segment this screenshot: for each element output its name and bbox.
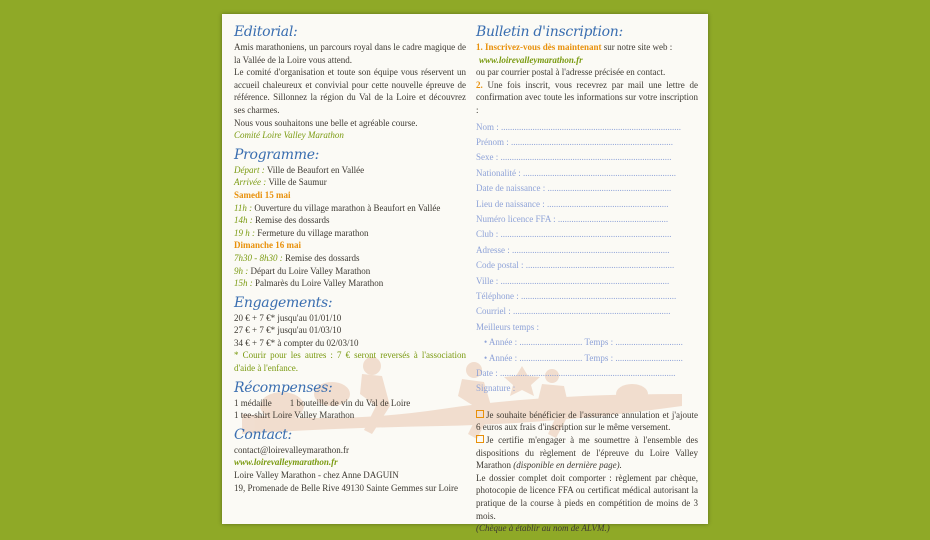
form-field-code-postal[interactable] [476, 258, 698, 273]
field-dots: ............................................................................ [500, 152, 672, 163]
bulletin-step-1 [476, 41, 698, 54]
field-dots: ...................................................... [546, 198, 669, 209]
reward-item: 1 tee-shirt Loire Valley Marathon [234, 410, 355, 421]
form-field-date[interactable] [476, 366, 698, 381]
field-dots: .................................................................. [525, 260, 675, 271]
schedule-item [234, 214, 466, 227]
field-label: Adresse : [476, 244, 510, 255]
insurance-checkbox-row [476, 409, 698, 434]
depart-value: Ville de Beaufort en Vallée [266, 164, 365, 175]
field-label: Ville : [476, 275, 499, 286]
form-field-club[interactable] [476, 227, 698, 242]
field-dots: ........................................................................ [511, 136, 673, 147]
engagements-section [234, 295, 466, 375]
field-label: Club : [476, 229, 499, 240]
recompenses-heading: Récompenses: [234, 379, 333, 396]
bulletin-postal: ou par courrier postal à l'adresse précisée en contact. [476, 67, 666, 78]
best-time-row[interactable] [476, 351, 698, 366]
year-label: • Année : [484, 352, 518, 363]
rules-checkbox-row [476, 434, 698, 472]
schedule-item [234, 277, 466, 290]
field-dots: ........................................................................... [500, 275, 670, 286]
programme-heading: Programme: [234, 146, 320, 163]
editorial-paragraph-1: Amis marathoniens, un parcours royal dans le cadre magique de la Vallée de la Loire vous attend. [234, 42, 466, 65]
schedule-text: Remise des dossards [255, 215, 330, 226]
recompenses-section [234, 380, 466, 422]
field-label: Date : [476, 368, 498, 379]
programme-arrivee [234, 176, 466, 189]
price-line: 20 € + 7 €* jusqu'au 01/01/10 [234, 312, 342, 323]
arrivee-value: Ville de Saumur [268, 177, 327, 188]
checkboxes [476, 409, 698, 535]
right-column [476, 24, 698, 535]
insurance-checkbox-label: Je souhaite bénéficier de l'assurance annulation et j'ajoute 6 euros aux frais d'inscription sur le même versement. [476, 409, 698, 433]
programme-section [234, 147, 466, 290]
form-field-lieu-naissance[interactable] [476, 197, 698, 212]
schedule-item [234, 227, 466, 240]
dossier-text: Le dossier complet doit comporter : règlement par chèque, photocopie de licence FFA ou certificat médical autorisant la pratique de la course à pieds en compétition de moins de 3 mois. [476, 472, 698, 521]
schedule-time: 11h : [234, 202, 253, 213]
rules-checkbox-note: (disponible en dernière page). [513, 460, 622, 471]
field-label: Téléphone : [476, 291, 519, 302]
field-dots: ...................................................................... [513, 306, 671, 317]
form-field-sexe[interactable] [476, 150, 698, 165]
year-dots: ............................ [519, 352, 583, 363]
bulletin-step-2 [476, 79, 698, 117]
schedule-item [234, 202, 466, 215]
schedule-time: 9h : [234, 265, 249, 276]
bulletin-website [476, 54, 698, 67]
reward-item: 1 médaille [234, 397, 272, 408]
contact-address-2: 19, Promenade de Belle Rive 49130 Sainte Gemmes sur Loire [234, 482, 458, 493]
field-label: Nom : [476, 121, 499, 132]
field-label: Code postal : [476, 260, 524, 271]
engagements-heading: Engagements: [234, 294, 333, 311]
reward-line [234, 397, 466, 410]
form-field-ville[interactable] [476, 274, 698, 289]
arrivee-label: Arrivée : [234, 177, 267, 188]
contact-address-1: Loire Valley Marathon - chez Anne DAGUIN [234, 470, 399, 481]
best-time-row[interactable] [476, 335, 698, 350]
reward-item: 1 bouteille de vin du Val de Loire [289, 397, 411, 408]
field-label: Courriel : [476, 306, 511, 317]
editorial-paragraph-3: Nous vous souhaitons une belle et agréable course. [234, 117, 418, 128]
schedule-time: 15h : [234, 278, 253, 289]
time-label: Temps : [584, 337, 614, 348]
programme-day-2: Dimanche 16 mai [234, 240, 301, 251]
step-1-rest: sur notre site web : [603, 42, 673, 52]
bulletin-website-link[interactable]: www.loirevalleymarathon.fr [479, 54, 583, 65]
left-column [234, 24, 466, 494]
schedule-text: Remise des dossards [285, 252, 360, 263]
field-dots: .............................................................................. [500, 368, 676, 379]
field-dots: .................................................................... [523, 167, 676, 178]
form-field-telephone[interactable] [476, 289, 698, 304]
schedule-time: 14h : [234, 215, 253, 226]
schedule-text: Ouverture du village marathon à Beaufort en Vallée [254, 202, 441, 213]
website-link[interactable]: www.loirevalleymarathon.fr [234, 457, 338, 468]
rules-checkbox-label: Je certifie m'engager à me soumettre à l'ensemble des dispositions du règlement de l'épreuve du Loire Valley Marathon [476, 435, 698, 471]
field-dots: ..................................................................... [520, 291, 677, 302]
schedule-text: Palmarès du Loire Valley Marathon [255, 278, 384, 289]
editorial-heading: Editorial: [234, 24, 298, 40]
editorial-section [234, 24, 466, 142]
brochure-page [222, 14, 708, 534]
schedule-time: 19 h : [234, 227, 255, 238]
contact-section [234, 427, 466, 494]
signature-label: Signature : [476, 383, 516, 394]
email-link[interactable]: contact@loirevalleymarathon.fr [234, 444, 349, 455]
form-field-date-naissance[interactable] [476, 181, 698, 196]
field-dots: ....................................................... [547, 183, 672, 194]
price-line: 27 € + 7 €* jusqu'au 01/03/10 [234, 325, 342, 336]
contact-email [234, 444, 466, 457]
step-2-text: Une fois inscrit, vous recevrez par mail une lettre de confirmation avec toute les informations sur votre inscription : [476, 79, 698, 115]
cheque-note: (Chèque à établir au nom de ALVM.) [476, 523, 610, 534]
registration-form [476, 120, 698, 397]
insurance-checkbox[interactable] [476, 410, 484, 418]
schedule-item [234, 265, 466, 278]
time-dots: .............................. [615, 352, 683, 363]
step-2-number: 2. [476, 79, 483, 90]
schedule-time: 7h30 - 8h30 : [234, 252, 283, 263]
time-dots: .............................. [615, 337, 683, 348]
time-label: Temps : [584, 352, 614, 363]
form-field-prenom[interactable] [476, 135, 698, 150]
form-field-adresse[interactable] [476, 243, 698, 258]
schedule-item [234, 252, 466, 265]
programme-depart [234, 164, 466, 177]
field-dots: ............................................................................ [500, 229, 672, 240]
field-label: Nationalité : [476, 167, 521, 178]
field-label: Prénom : [476, 136, 509, 147]
year-label: • Année : [484, 337, 518, 348]
contact-website [234, 456, 466, 469]
bulletin-heading: Bulletin d'inscription: [476, 24, 623, 40]
contact-heading: Contact: [234, 426, 292, 443]
rules-checkbox[interactable] [476, 435, 484, 443]
field-label: Lieu de naissance : [476, 198, 545, 209]
depart-label: Départ : [234, 164, 265, 175]
field-label: Numéro licence FFA : [476, 214, 556, 224]
step-1-number: 1. [476, 42, 483, 52]
field-label: Date de naissance : [476, 183, 546, 194]
field-dots: ................................................. [557, 214, 669, 224]
field-dots: ................................................................................ [501, 121, 682, 132]
field-label: Sexe : [476, 152, 499, 163]
best-times-label: Meilleurs temps : [476, 321, 539, 332]
schedule-text: Départ du Loire Valley Marathon [250, 265, 371, 276]
programme-day-1: Samedi 15 mai [234, 189, 291, 200]
form-field-courriel[interactable] [476, 304, 698, 319]
engagements-note: * Courir pour les autres : 7 € seront reversés à l'association d'aide à l'enfance. [234, 350, 466, 374]
field-dots: ...................................................................... [512, 244, 670, 255]
price-line: 34 € + 7 €* à compter du 02/03/10 [234, 337, 359, 348]
step-1-bold: Inscrivez-vous dès maintenant [485, 42, 602, 52]
editorial-signature: Comité Loire Valley Marathon [234, 130, 344, 141]
editorial-paragraph-2: Le comité d'organisation et toute son équipe vous réservent un accueil chaleureux et convivial pour cette nouvelle épreuve de référence. Sillonnez la région du Val de la Loire et découvrez ses charmes. [234, 67, 466, 115]
year-dots: ............................ [519, 337, 583, 348]
form-field-nationalite[interactable] [476, 166, 698, 181]
form-field-licence[interactable] [476, 212, 698, 227]
form-field-nom[interactable] [476, 120, 698, 135]
schedule-text: Fermeture du village marathon [257, 227, 369, 238]
